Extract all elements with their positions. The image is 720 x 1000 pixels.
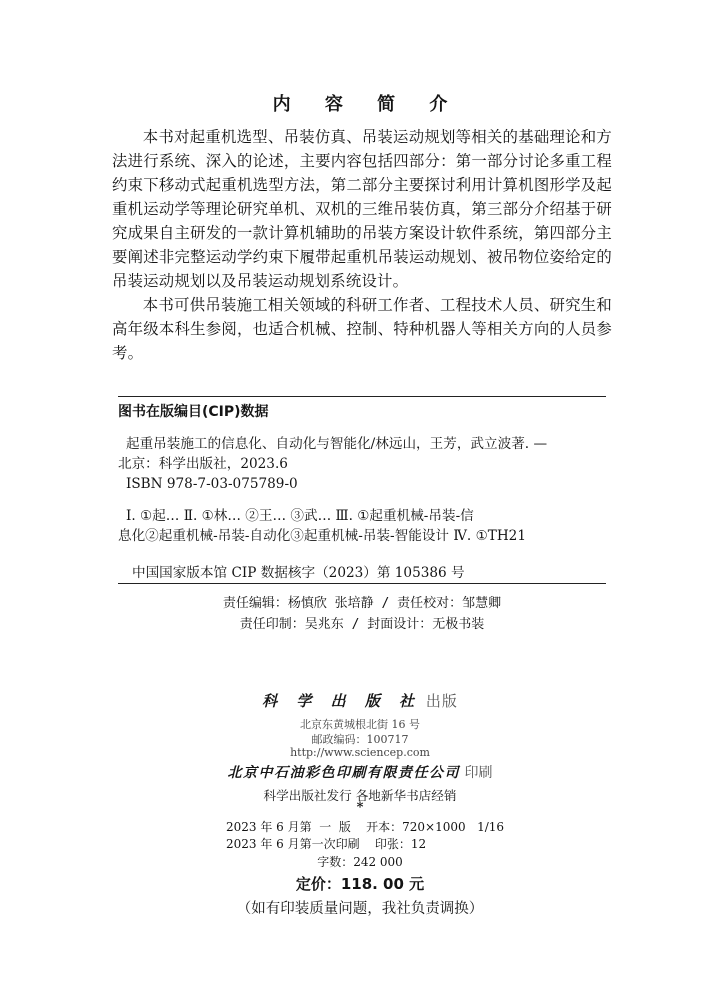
printing-sheets-line: 2023 年 6 月第一次印刷 印张：12 — [226, 837, 427, 851]
cip-imprint-line: 北京：科学出版社，2023.6 — [118, 456, 288, 472]
content-summary — [112, 125, 612, 365]
printing-and-cover-credits: 责任印制：吴兆东 / 封面设计：无极书装 — [239, 617, 485, 632]
cip-classification-line-2: 息化②起重机械-吊装-自动化③起重机械-吊装-智能设计 Ⅳ. ①TH21 — [118, 528, 526, 544]
distribution-line: 科学出版社发行 各地新华书店经销 — [263, 788, 457, 803]
cip-heading: 图书在版编目(CIP)数据 — [118, 404, 269, 420]
cip-classification-line-1: Ⅰ. ①起… Ⅱ. ①林… ②王… ③武… Ⅲ. ①起重机械-吊装-信 — [126, 508, 474, 524]
printer-suffix: 印刷 — [464, 765, 493, 781]
cip-top-divider — [118, 396, 606, 397]
edition-format-line: 2023 年 6 月第 一 版 开本：720×1000 1/16 — [226, 820, 505, 834]
publisher-name — [0, 690, 720, 711]
printer-company: 北京中石油彩色印刷有限责任公司 — [227, 765, 461, 781]
word-count: 字数：242 000 — [317, 855, 403, 869]
cip-title-line: 起重吊装施工的信息化、自动化与智能化/林远山，王芳，武立波著. — — [126, 436, 548, 452]
cip-number: 中国国家版本馆 CIP 数据核字（2023）第 105386 号 — [132, 565, 465, 581]
page-title: 内 容 简 介 — [272, 94, 462, 115]
responsible-editors: 责任编辑：杨慎欣 张培静 / 责任校对：邹慧卿 — [222, 596, 502, 611]
publisher-suffix: 出版 — [425, 692, 458, 710]
cip-record — [118, 434, 606, 546]
cip-isbn: ISBN 978-7-03-075789-0 — [126, 476, 298, 492]
summary-paragraph-1: 本书对起重机选型、吊装仿真、吊装运动规划等相关的基础理论和方法进行系统、深入的论述，主要内容包括四部分：第一部分讨论多重工程约束下移动式起重机选型方法，第二部分主要探讨利用计算机图形学及起重机运动学等理论研究单机、双机的三维吊装仿真，第三部分介绍基于研究成果自主研发的一款计算机辅助的吊装方案设计软件系统，第四部分主要阐述非完整运动学约束下履带起重机吊装运动规划、被吊物位姿给定的吊装运动规划以及吊装运动规划系统设计。 — [112, 128, 612, 290]
publisher-postcode: 邮政编码：100717 — [311, 733, 409, 746]
quality-notice: （如有印装质量问题，我社负责调换） — [236, 901, 484, 917]
publisher-logo-text: 科 学 出 版 社 — [262, 692, 422, 710]
publisher-address: 北京东黄城根北街 16 号 — [300, 718, 420, 731]
separator-star: * — [356, 800, 364, 815]
cip-bottom-divider — [118, 583, 606, 584]
summary-paragraph-2: 本书可供吊装施工相关领域的科研工作者、工程技术人员、研究生和高年级本科生参阅，也适合机械、控制、特种机器人等相关方向的人员参考。 — [112, 296, 612, 362]
printer-name — [0, 762, 720, 782]
price: 定价：118. 00 元 — [295, 875, 425, 893]
publisher-url: http://www.sciencep.com — [290, 746, 430, 759]
